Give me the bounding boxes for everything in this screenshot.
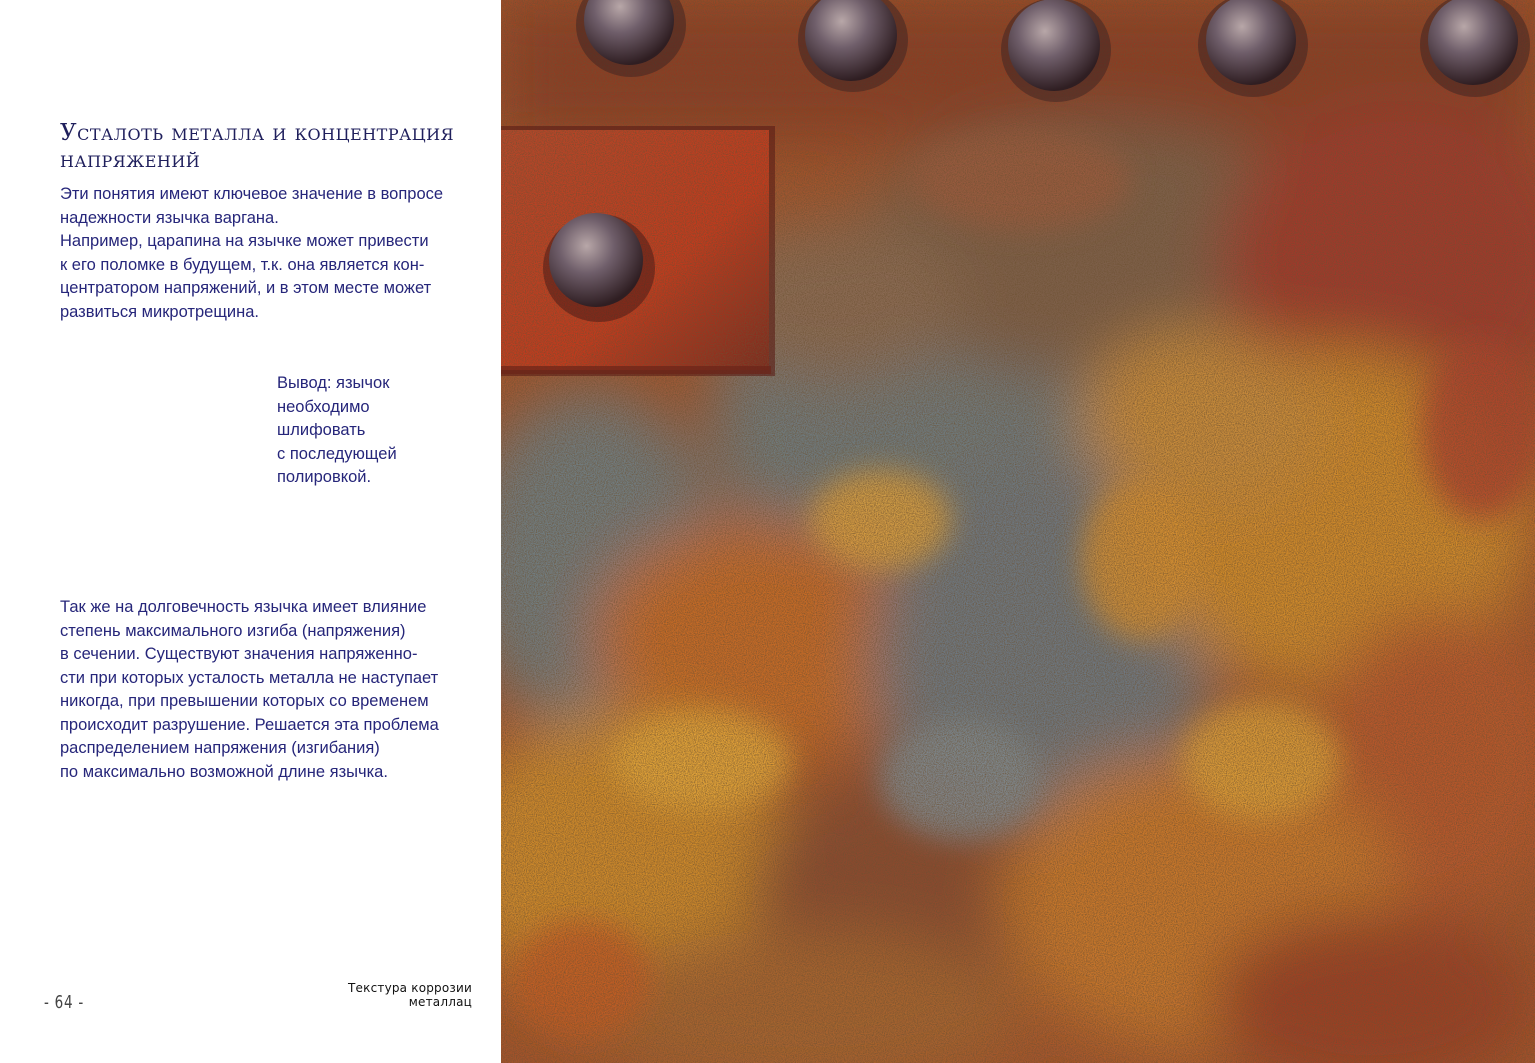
durability-paragraph: Так же на долговечность язычка имеет влияние степень максимального изгиба (напряжения) в сечении. Существуют значения напряженно- сти при которых усталость металла не наступает никогда, при превышении которых со временем происходит разрушение. Решается эта проблема распределением напряжения (изгибания) по максимально возможной длине язычка. [60,598,439,781]
page-heading: Усталоть металла и концентрация напряжений [60,120,455,173]
page-number: - 64 - [44,992,85,1013]
image-caption: Текстура коррозии металлац [348,981,472,1009]
text-page [0,0,500,1063]
conclusion-note: Вывод: язычок необходимо шлифовать с последующей полировкой. [277,374,397,486]
rusted-metal-photo [501,0,1535,1063]
intro-paragraph: Эти понятия имеют ключевое значение в вопросе надежности язычка варгана. Например, царапина на язычке может привести к его поломке в будущем, т.к. она является кон- центратором напряжений, и в этом месте может развиться микротрещина. [60,185,444,321]
